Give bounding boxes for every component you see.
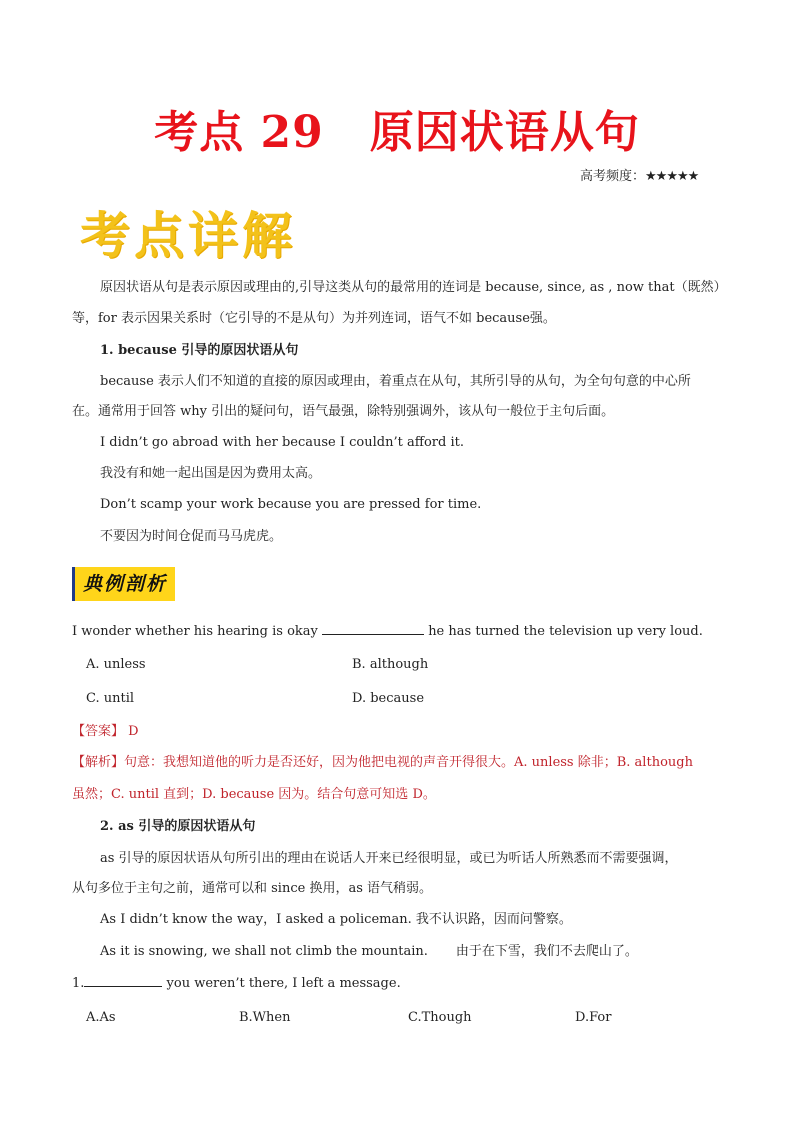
point1-line-2: 在。通常用于回答 why 引出的疑问句，语气最强，除特别强调外，该从句一般位于主句后面。	[72, 404, 615, 419]
exercise-1-option-d: D.For	[575, 1010, 612, 1025]
answer-line	[72, 721, 139, 743]
frequency-label: 高考频度：	[580, 169, 646, 184]
title-left: 考点 29	[154, 107, 324, 158]
answer-value: D	[128, 724, 139, 739]
page-title	[0, 96, 794, 160]
answer-blank	[322, 634, 424, 635]
exercise-1-option-a: A.As	[86, 1010, 116, 1025]
point2-line-2: 从句多位于主句之前，通常可以和 since 换用，as 语气稍弱。	[72, 881, 432, 896]
point1-line-1: because 表示人们不知道的直接的原因或理由，着重点在从句，其所引导的从句，为全句句意的中心所	[100, 374, 691, 389]
exercise-1-text: you weren’t there, I left a message.	[166, 976, 401, 991]
point2-line-1: as 引导的原因状语从句所引出的理由在说话人开来已经很明显，或已为听话人所熟悉而不需要强调，	[100, 851, 678, 866]
exercise-1-number: 1.	[72, 976, 85, 991]
star-rating-icon: ★★★★★	[645, 169, 699, 184]
point2-heading: 2. as 引导的原因状语从句	[100, 819, 256, 834]
example-question-after: he has turned the television up very loud.	[428, 624, 703, 639]
point2-example-2-en: As it is snowing, we shall not climb the mountain.	[100, 944, 428, 959]
title-right: 原因状语从句	[369, 107, 640, 158]
analysis-line-2: 虽然；C. until 直到；D. because 因为。结合句意可知选 D。	[72, 787, 436, 802]
example-question	[72, 621, 703, 643]
example-question-before: I wonder whether his hearing is okay	[72, 624, 318, 639]
exercise-1-question	[72, 973, 401, 995]
point1-example-1-en: I didn’t go abroad with her because I couldn’t afford it.	[100, 435, 464, 450]
intro-line-2: 等，for 表示因果关系时（它引导的不是从句）为并列连词，语气不如 because强。	[72, 311, 556, 326]
option-b: B. although	[352, 657, 429, 672]
analysis-label: 【解析】	[72, 755, 125, 770]
point2-example-1: As I didn’t know the way，I asked a policeman. 我不认识路，因而问警察。	[100, 912, 572, 927]
analysis-text-1: 句意：我想知道他的听力是否还好，因为他把电视的声音开得很大。A. unless 除非；B. although	[124, 755, 693, 770]
answer-label: 【答案】	[72, 724, 125, 739]
frequency-rating	[580, 165, 698, 184]
intro-line-1: 原因状语从句是表示原因或理由的,引导这类从句的最常用的连词是 because, since, as , now that（既然）	[100, 280, 727, 295]
point2-example-2-cn: 由于在下雪，我们不去爬山了。	[455, 944, 638, 959]
example-badge: 典例剖析	[72, 567, 175, 601]
analysis-line-1	[72, 752, 693, 774]
option-d: D. because	[352, 691, 425, 706]
option-a: A. unless	[86, 657, 146, 672]
exercise-1-option-b: B.When	[239, 1010, 291, 1025]
point1-example-1-cn: 我没有和她一起出国是因为费用太高。	[100, 466, 322, 481]
point1-heading: 1. because 引导的原因状语从句	[100, 343, 299, 358]
point2-example-2	[100, 941, 638, 963]
exercise-1-option-c: C.Though	[408, 1010, 472, 1025]
point1-example-2-cn: 不要因为时间仓促而马马虎虎。	[100, 529, 283, 544]
section-heading: 考点详解	[80, 206, 296, 265]
point1-example-2-en: Don’t scamp your work because you are pressed for time.	[100, 497, 482, 512]
option-c: C. until	[86, 691, 135, 706]
exercise-1-blank	[84, 986, 162, 987]
